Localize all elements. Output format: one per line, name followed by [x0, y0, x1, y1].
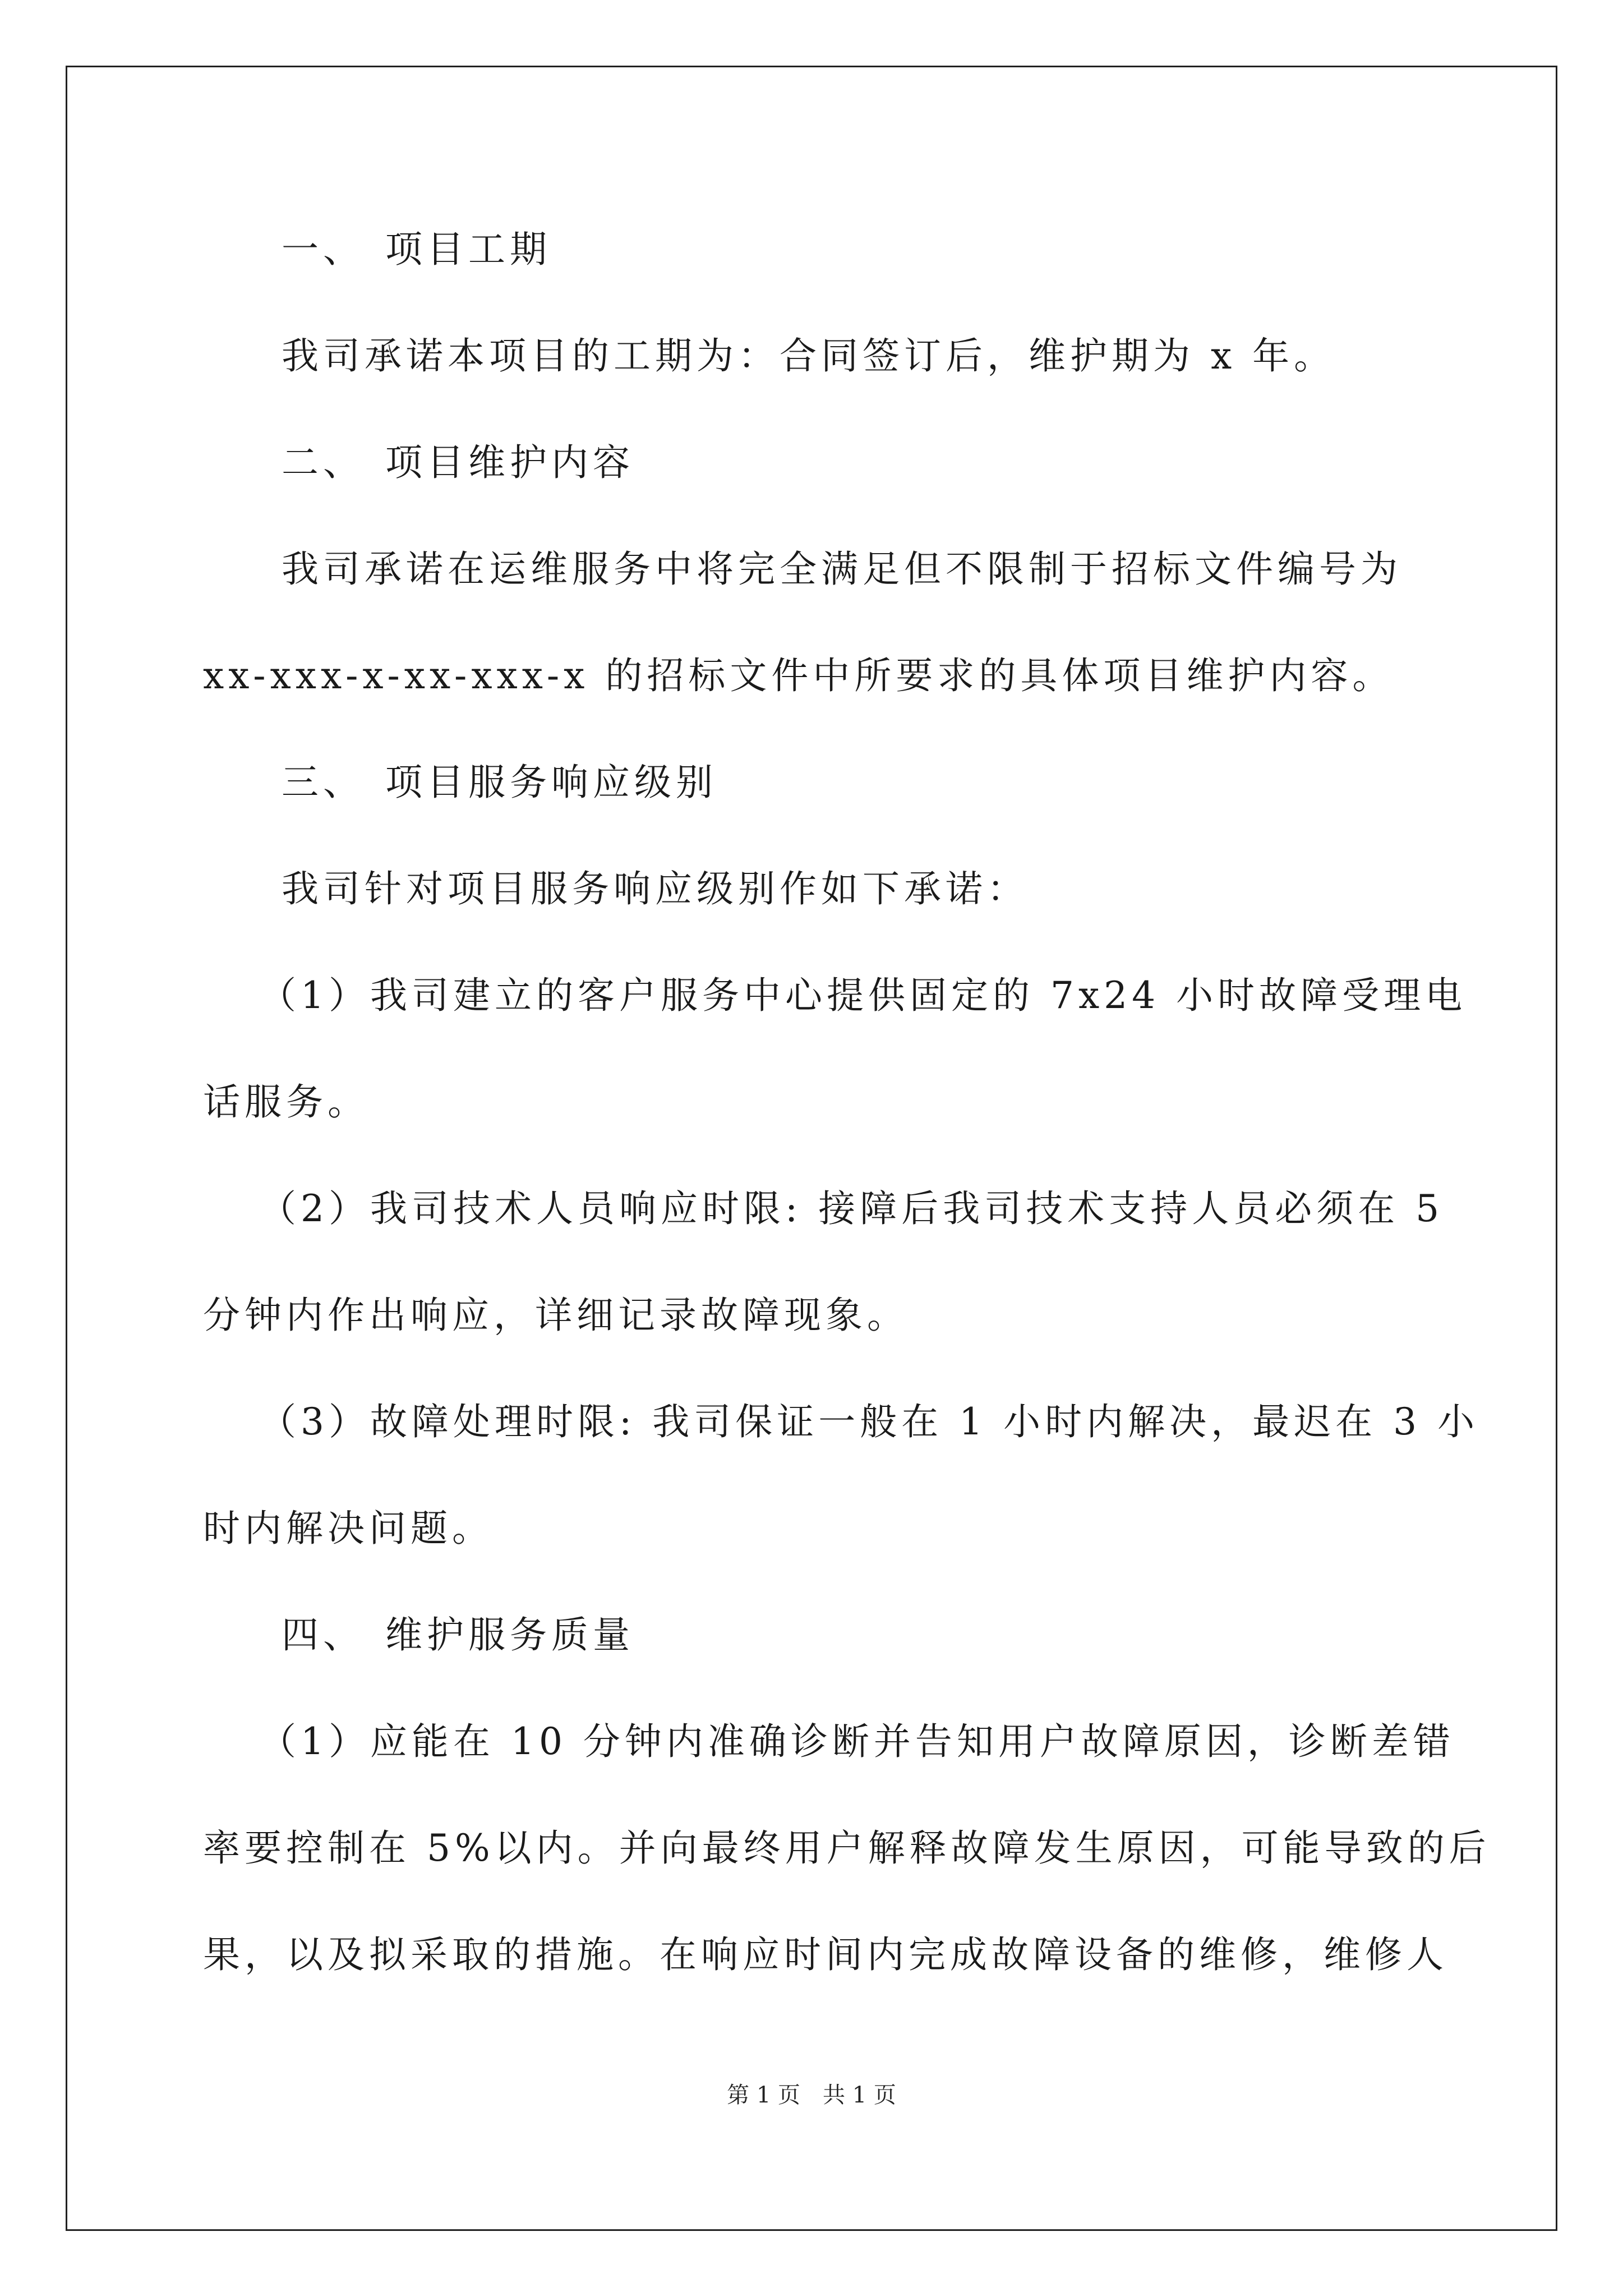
- paragraph-line: （1）应能在 10 分钟内准确诊断并告知用户故障原因，诊断差错: [259, 1720, 1455, 1763]
- paragraph-line: （2）我司技术人员响应时限: 接障后我司技术支持人员必须在 5: [259, 1187, 1444, 1230]
- paragraph-line: 分钟内作出响应，详细记录故障现象。: [203, 1294, 909, 1337]
- heading-text: 维护服务质量: [385, 1613, 634, 1657]
- section-heading: [282, 440, 634, 485]
- heading-number: 一、: [282, 228, 365, 271]
- paragraph-line: 率要控制在 5%以内。并向最终用户解释故障发生原因，可能导致的后: [203, 1826, 1491, 1870]
- heading-text: 项目服务响应级别: [385, 761, 717, 804]
- paragraph-line: 果，以及拟采取的措施。在响应时间内完成故障设备的维修，维修人: [203, 1933, 1448, 1976]
- page-border: [66, 66, 1557, 2231]
- paragraph-line: 我司针对项目服务响应级别作如下承诺：: [282, 867, 1029, 910]
- section-heading: [282, 760, 717, 805]
- page-footer: 第 1 页 共 1 页: [727, 2082, 896, 2108]
- heading-number: 二、: [282, 441, 365, 484]
- section-heading: [282, 1613, 634, 1658]
- section-heading: [282, 227, 551, 272]
- heading-text: 项目维护内容: [385, 441, 634, 484]
- heading-number: 三、: [282, 761, 365, 804]
- paragraph-line: 时内解决问题。: [203, 1507, 494, 1550]
- heading-text: 项目工期: [385, 228, 551, 271]
- paragraph-line: 我司承诺本项目的工期为：合同签订后，维护期为 x 年。: [282, 334, 1336, 378]
- paragraph-line: 话服务。: [203, 1080, 369, 1124]
- paragraph-line: （3）故障处理时限: 我司保证一般在 1 小时内解决，最迟在 3 小: [259, 1400, 1479, 1443]
- paragraph-line: 我司承诺在运维服务中将完全满足但不限制于招标文件编号为: [282, 547, 1402, 591]
- paragraph-line: xx-xxx-x-xx-xxx-x 的招标文件中所要求的具体项目维护内容。: [203, 654, 1394, 697]
- paragraph-line: （1）我司建立的客户服务中心提供固定的 7x24 小时故障受理电: [259, 974, 1467, 1017]
- heading-number: 四、: [282, 1613, 365, 1657]
